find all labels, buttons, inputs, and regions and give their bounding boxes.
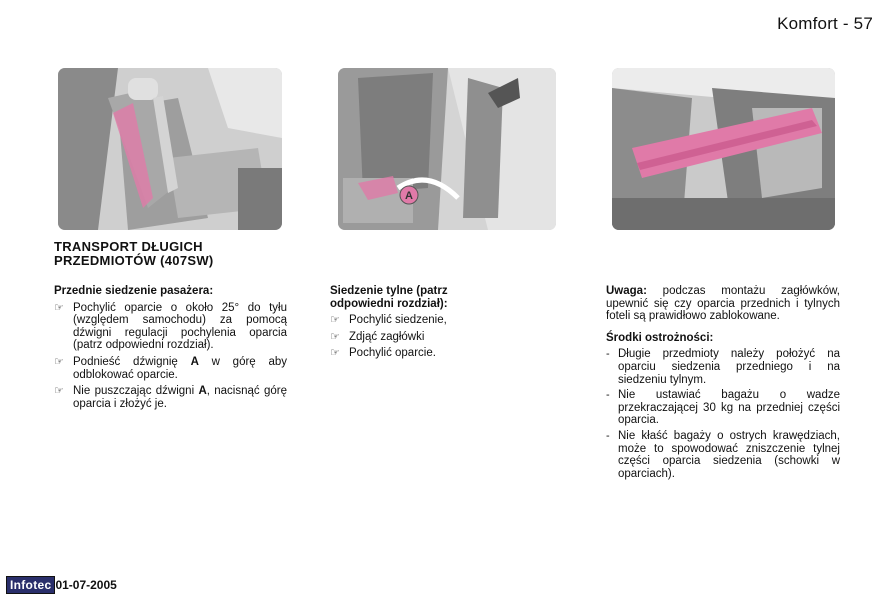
pointing-hand-icon: ☞ [330,347,340,360]
pointing-hand-icon: ☞ [54,385,64,398]
pointing-hand-icon: ☞ [330,314,340,327]
note-text: podczas montażu zagłówków, upewnić się czy oparcia przednich i tylnych foteli są prawidłowo zablokowane. [606,285,840,323]
list-item: ☞ Pochylić oparcie o około 25° do tyłu (względem samochodu) za pomocą dźwigni regulacji pochylenia oparcia (patrz odpowiedni rozdział). [54,301,287,352]
dash-bullet: - [606,389,610,402]
precautions [606,285,840,483]
front-seat-instructions [54,285,287,414]
long-load-photo [612,68,835,230]
list-item: ☞ Podnieść dźwignię A w górę aby odblokować oparcie. [54,355,287,381]
page-footer [6,576,117,594]
list-item: ☞ Pochylić siedzenie, [330,314,447,327]
list-item: ☞ Pochylić oparcie. [330,347,436,360]
rear-seat-instructions [330,285,490,364]
pointing-hand-icon: ☞ [330,330,340,343]
marker-a: A [405,190,413,202]
section-title-line2: PRZEDMIOTÓW (407SW) [54,253,214,268]
pointing-hand-icon: ☞ [54,355,64,368]
front-seat-heading: Przednie siedzenie pasażera: [54,285,214,297]
page-header: Komfort - 57 [777,14,873,33]
dash-bullet: - [606,348,610,361]
pointing-hand-icon: ☞ [54,301,64,314]
dash-bullet: - [606,429,610,442]
section-title-line1: TRANSPORT DŁUGICH [54,239,203,254]
front-seat-photo [58,68,282,230]
list-item: - Nie ustawiać bagażu o wadze przekraczającej 30 kg na przedniej części oparcia. [606,389,840,427]
footer-date: 01-07-2005 [55,578,117,592]
list-item: - Długie przedmioty należy położyć na oparciu siedzenia przedniego i na siedzeniu tylnym. [606,348,840,386]
list-item: ☞ Zdjąć zagłówki [330,330,425,343]
section-title [54,240,294,268]
rear-seat-heading: Siedzenie tylne (patrz odpowiedni rozdział): [330,285,448,310]
list-item: - Nie kłaść bagaży o ostrych krawędziach, może to spowodować zniszczenie tylnej części oparcia siedzenia (schowki w oparciach). [606,429,840,480]
note-label: Uwaga: [606,285,647,297]
rear-seat-photo [338,68,556,230]
precautions-heading: Środki ostrożności: [606,331,714,344]
infotec-logo: Infotec [6,576,55,594]
list-item: ☞ Nie puszczając dźwigni A, nacisnąć górę oparcia i złożyć je. [54,385,287,410]
note-paragraph [606,285,840,323]
